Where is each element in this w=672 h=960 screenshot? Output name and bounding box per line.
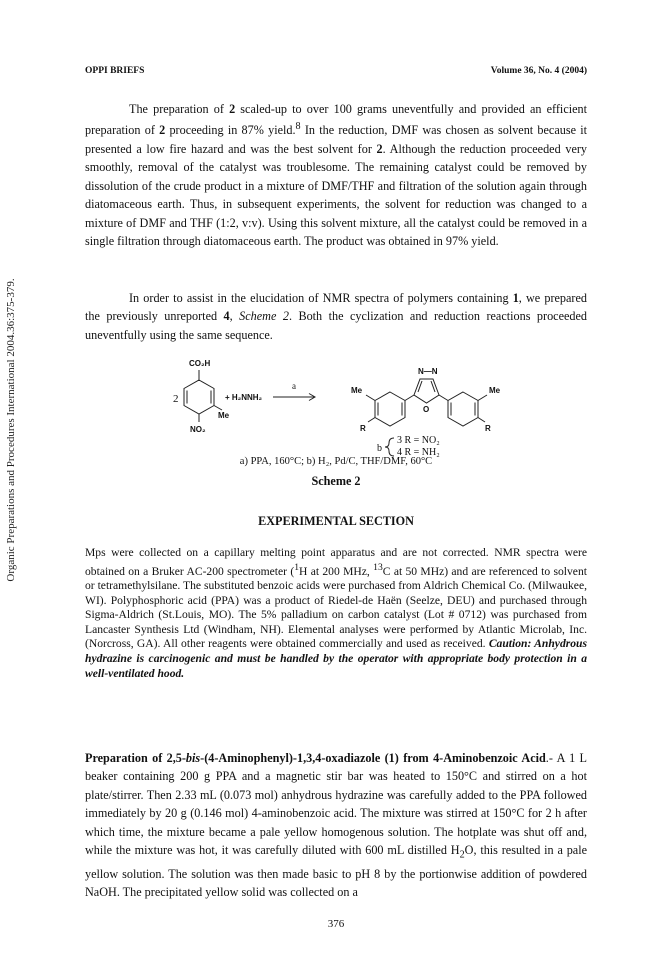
- oxygen-label: O: [423, 405, 430, 414]
- p2-compound: 1: [512, 291, 519, 305]
- methyl-label: Me: [218, 411, 230, 420]
- p2-scheme-ref: Scheme 2: [239, 309, 289, 324]
- p1-text: In the reduction, DMF was chosen as solvent because it presented a low fire hazard and was the best solvent for: [85, 123, 587, 156]
- methyl-left-label: Me: [351, 386, 363, 395]
- reactant-ring: [184, 380, 214, 414]
- p4-text: O, this resulted in a pale yellow solution. The solution was then made basic to pH 8 by the portionwise addition of powdered NaOH. The precipitated yellow solid was collected on a: [85, 843, 587, 900]
- reaction-scheme: [85, 352, 587, 457]
- co2h-label: CO₂H: [189, 359, 211, 368]
- scheme-label: Scheme 2: [311, 474, 361, 488]
- p2-text: In order to assist in the elucidation of NMR spectra of polymers containing: [129, 291, 513, 305]
- paragraph-1: [85, 100, 587, 250]
- step-a-label: a: [292, 381, 296, 391]
- paragraph-2: [85, 289, 587, 344]
- p2-text: . Both the cyclization and reduction reactions proceeded uneventfully using the same sequence.: [85, 309, 587, 342]
- p3-isotope: 1: [294, 561, 300, 573]
- journal-citation-margin: [4, 190, 18, 670]
- p2-text: ,: [229, 309, 240, 324]
- methyl-right-label: Me: [489, 386, 501, 395]
- compound-3-label: 3 R = NO₂: [397, 435, 440, 446]
- p2-text: , we prepared the previously unreported: [85, 291, 587, 324]
- header-left: OPPI BRIEFS: [85, 66, 145, 76]
- p1-text: proceeding in 87% yield.: [165, 123, 296, 138]
- paragraph-3: [85, 546, 587, 681]
- r-right-label: R: [485, 424, 491, 433]
- section-title: EXPERIMENTAL SECTION: [258, 514, 414, 528]
- p1-compound: 2: [229, 102, 236, 116]
- product-ring-right: [448, 392, 478, 426]
- hydrazine-label: + H₂NNH₂: [225, 393, 263, 402]
- oxadiazole-ring: [414, 379, 439, 403]
- compound-4-label: 4 R = NH₂: [397, 447, 440, 457]
- p1-text: scaled-up to over 100 grams uneventfully and provided an efficient preparation of: [85, 102, 588, 138]
- p4-subscript: 2: [459, 849, 465, 861]
- r-left-label: R: [360, 424, 366, 433]
- p3-text: H at 200 MHz,: [299, 564, 374, 578]
- p1-text: The preparation of: [129, 102, 230, 116]
- p4-text: .- A 1 L beaker containing 200 g PPA and a magnetic stir bar was heated to 150°C and stirred on a hot plate/stirrer. Then 2.33 mL (0.073 mol) anhydrous hydrazine was carefully added to the PPA followed immediately by 20 g (0.146 mol) 4-aminobenzoic acid. The mixture was stirred at 150°C for 2 h after which time, the mixture became a pale yellow homogenous solution. The hotplate was shut off and, while the mixture was hot, it was carefully diluted with 600 mL distilled H: [85, 751, 587, 858]
- journal-citation-text: Organic Preparations and Procedures International 2004.36:375-379.: [5, 278, 17, 582]
- p1-reference: 8: [295, 121, 301, 133]
- product-ring-left: [375, 392, 405, 426]
- page-header: [85, 66, 587, 76]
- paragraph-4: [85, 749, 587, 902]
- nitro-label: NO₂: [190, 425, 206, 434]
- p3-isotope: 13: [373, 561, 383, 573]
- step-b-label: b: [377, 443, 382, 454]
- coefficient: 2: [173, 393, 179, 405]
- p1-text: . Although the reduction proceeded very smoothly, removal of the catalyst was troublesome. The remaining catalyst could be removed by dissolution of the crude product in a mixture of DMF/THF and filtration of the solution again through diatomaceous earth. Thus, in subsequent experiments, the solvent for reduction was changed to a mixture of DMF and THF (1:2, v:v). Using this solvent mixture, all the catalyst could be removed in a single filtration through diatomaceous earth. The product was obtained in 97% yield.: [85, 141, 588, 248]
- header-right: Volume 36, No. 4 (2004): [490, 66, 587, 76]
- reaction-conditions: a) PPA, 160°C; b) H₂, Pd/C, THF/DMF, 60°C: [239, 456, 433, 467]
- procedure-heading: Preparation of 2,5-bis-(4-Aminophenyl)-1,3,4-oxadiazole (1) from 4-Aminobenzoic Acid: [85, 751, 546, 765]
- page-number: 376: [327, 918, 345, 930]
- caution-note: Caution: Anhydrous hydrazine is carcinogenic and must be handled by the operator with appropriate body protection in a well-ventilated hood.: [85, 637, 588, 680]
- brace: [385, 438, 394, 456]
- p1-compound: 2: [159, 123, 166, 138]
- p2-compound: 4: [223, 309, 230, 324]
- p3-text: Mps were collected on a capillary melting point apparatus and are not corrected. NMR spectra were obtained on a Bruker AC-200 spectrometer (: [85, 546, 587, 578]
- p1-compound: 2: [376, 141, 383, 156]
- nn-label: N—N: [418, 367, 438, 376]
- p3-text: C at 50 MHz) and are referenced to solvent or tetramethylsilane. The substituted benzoic acids were purchased from Aldrich Chemical Co. (Milwaukee, WI). Polyphosphoric acid (PPA) was a product of Riedel-de Haën (Seelze, DEU) and purchased through Sigma-Aldrich (St.Louis, MO). The 5% palladium on carbon catalyst (Lot # 0712) was purchased from Lancaster Synthesis Ltd (Windham, NH). Elemental analyses were performed by Atlantic Microlab, Inc. (Norcross, GA). All other reagents were obtained commercially and used as received.: [85, 564, 587, 651]
